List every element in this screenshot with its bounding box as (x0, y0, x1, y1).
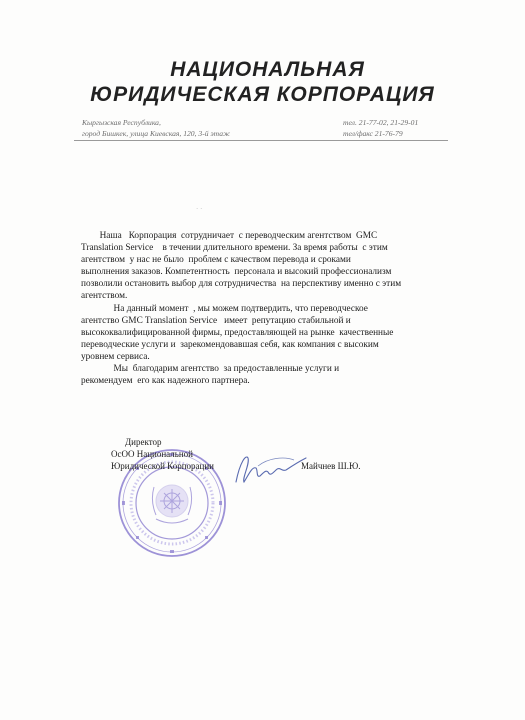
letterhead-phones (343, 117, 418, 139)
signature-name: Майчнев Ш.Ю. (301, 461, 361, 471)
body-line: рекомендуем его как надежного партнера. (81, 376, 250, 387)
body-line: переводческие услуги и зарекомендовавшая себя, как компания с высоким (81, 339, 379, 350)
address-line1: Кыргызская Республика, (82, 118, 161, 127)
scan-speck: ˋ ˊ (196, 207, 203, 215)
phone-line1: тел. 21-77-02, 21-29-01 (343, 118, 419, 127)
seal-emblem (152, 485, 191, 523)
body-line: агентством. (81, 291, 128, 302)
signature-org-line2: Юридической Корпорации (111, 461, 214, 471)
paragraph-1 (81, 230, 449, 303)
address-line2: город Бишкек, улица Киевская, 120, 3-й этаж (82, 129, 231, 138)
phone-line2: тел/факс 21-76-79 (343, 129, 403, 138)
body-line: высококвалифицированной фирмы, предоставляющей на рынке качественные (81, 327, 394, 338)
body-line: агентством у нас не было проблем с качеством перевода и сроками (81, 255, 351, 266)
letterhead-address (82, 117, 230, 139)
body-line: позволили остановить выбор для сотрудничества на перспективу именно с этим (81, 279, 402, 290)
body-line: Наша Корпорация сотрудничает с переводческим агентством GMC (81, 231, 378, 241)
paragraph-2 (81, 303, 449, 363)
body-line: агентство GMC Translation Service имеет репутацию стабильной и (81, 315, 351, 326)
body-line: Мы благодарим агентство за предоставленные услуги и (81, 364, 340, 375)
body-line: уровнем сервиса. (81, 351, 150, 362)
paragraph-3 (81, 363, 449, 387)
signature-position: Директор (125, 437, 162, 447)
body-line: выполнения заказов. Компетентность персонала и высокий профессионализм (81, 267, 392, 278)
letterhead-title-line2: ЮРИДИЧЕСКАЯ КОРПОРАЦИЯ (90, 83, 435, 106)
body-line: Translation Service в течении длительного времени. За время работы с этим (81, 243, 388, 254)
signature-org-line1: ОсОО Национальной (111, 449, 193, 459)
letterhead-divider (74, 140, 448, 141)
letter-body (81, 230, 449, 387)
letterhead-title-line1: НАЦИОНАЛЬНАЯ (170, 58, 365, 81)
handwritten-signature-icon (228, 448, 310, 490)
body-line: На данный момент , мы можем подтвердить, что переводческое (81, 303, 368, 314)
